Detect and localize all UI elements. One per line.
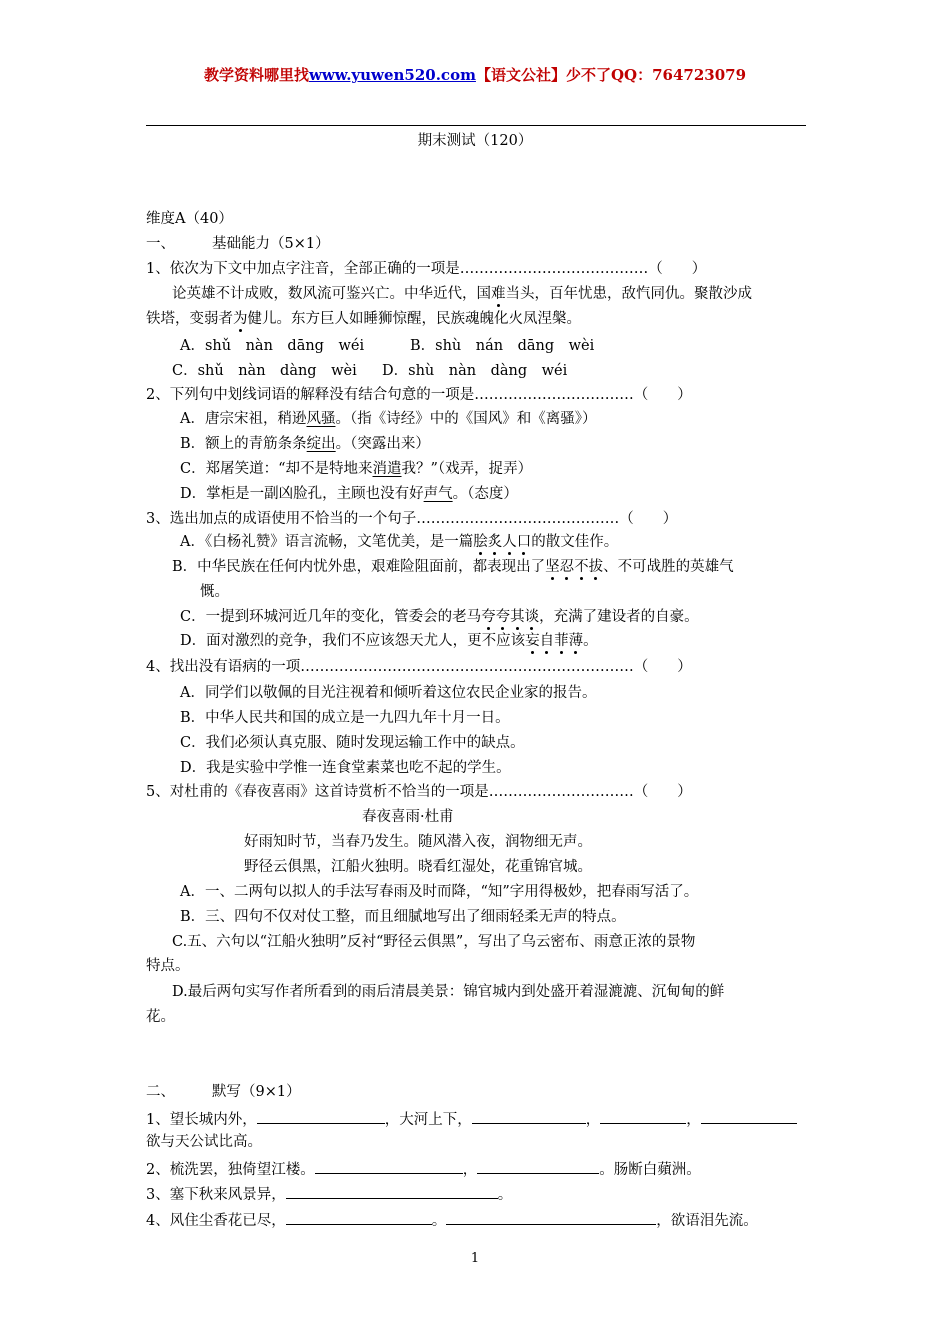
q3-option-c bbox=[180, 608, 699, 626]
q3-dotted-idiom bbox=[525, 633, 583, 649]
q2-underlined-word: 风骚 bbox=[306, 411, 336, 427]
q2-text: 。（突露出来） bbox=[335, 436, 430, 452]
q1-text: 论英雄不计成败，数风流可鉴兴亡。中华近代，国 bbox=[172, 286, 491, 302]
dotted-char: 炙 bbox=[487, 534, 503, 550]
page-title: 期末测试（120） bbox=[417, 133, 533, 149]
poem-line-1: 好雨知时节，当春乃发生。随风潜入夜，润物细无声。 bbox=[244, 834, 592, 850]
dotted-char: 忍 bbox=[559, 559, 575, 575]
dictation-line-2 bbox=[146, 1158, 701, 1179]
q1-text: 铁塔，变弱者 bbox=[146, 311, 233, 327]
dictation-text: ， bbox=[462, 1162, 478, 1178]
q3-option-b bbox=[172, 558, 734, 576]
dotted-char: 夸 bbox=[481, 609, 496, 625]
section1-title: 基础能力（5×1） bbox=[212, 236, 330, 252]
dotted-char: 薄 bbox=[568, 633, 584, 649]
q1-dotted-char: 难 bbox=[491, 286, 506, 302]
dotted-char: 菲 bbox=[554, 633, 569, 649]
answer-blank[interactable] bbox=[600, 1108, 686, 1124]
q1-passage-line2 bbox=[146, 310, 581, 328]
q1-stem: 1、依次为下文中加点字注音，全部正确的一项是…………………………………（ ） bbox=[146, 261, 707, 277]
q2-underlined-word: 声气 bbox=[423, 486, 453, 502]
dotted-char: 口 bbox=[516, 534, 532, 550]
dictation-text: 。 bbox=[431, 1213, 447, 1229]
dictation-line-3 bbox=[146, 1183, 512, 1204]
q3-stem: 3、选出加点的成语使用不恰当的一个句子……………………………………（ ） bbox=[146, 511, 678, 527]
dotted-char: 拔 bbox=[588, 559, 604, 575]
q3-text: ，充满了建设者的自豪。 bbox=[539, 609, 699, 625]
answer-blank[interactable] bbox=[701, 1108, 797, 1124]
q3-text: 的散文佳作。 bbox=[531, 534, 619, 550]
dotted-char: 妄 bbox=[525, 633, 540, 649]
q1-text: 健儿。东方巨人如睡狮惊醒，民族魂魄化火凤涅槃。 bbox=[247, 311, 581, 327]
q3-text: 。 bbox=[583, 633, 598, 649]
q2-text: 我？”（戏弄，捉弄） bbox=[401, 461, 533, 477]
q2-stem: 2、下列句中划线词语的解释没有结合句意的一项是……………………………（ ） bbox=[146, 387, 692, 403]
page-number: 1 bbox=[470, 1251, 480, 1266]
q2-text: C．郑屠笑道：“却不是特地来 bbox=[180, 461, 373, 477]
answer-blank[interactable] bbox=[472, 1108, 586, 1124]
poem-title: 春夜喜雨·杜甫 bbox=[362, 809, 454, 825]
poem-line-2: 野径云俱黑，江船火独明。晓看红湿处，花重锦官城。 bbox=[244, 859, 592, 875]
q3-text: D．面对激烈的竞争，我们不应该怨天尤人，更不应该 bbox=[180, 633, 526, 649]
q5-stem: 5、对杜甫的《春夜喜雨》这首诗赏析不恰当的一项是…………………………（ ） bbox=[146, 784, 692, 800]
q1-text: 当头，百年忧患，敌忾同仇。聚散沙成 bbox=[505, 286, 752, 302]
q3-option-a bbox=[180, 533, 618, 551]
answer-blank[interactable] bbox=[257, 1108, 385, 1124]
q4-stem: 4、找出没有语病的一项……………………………………………………………（ ） bbox=[146, 659, 692, 675]
q3-text: A．《白杨礼赞》语言流畅，文笔优美，是一篇 bbox=[180, 534, 474, 550]
answer-blank[interactable] bbox=[286, 1183, 498, 1199]
q3-option-b-cont: 慨。 bbox=[200, 584, 229, 600]
q1-passage-line1 bbox=[172, 285, 752, 303]
header-banner bbox=[0, 66, 950, 84]
dotted-char: 其 bbox=[510, 609, 525, 625]
q2-underlined-word: 绽出 bbox=[306, 436, 336, 452]
q1-option-b: B．shù nán dāng wèi bbox=[410, 338, 595, 354]
q3-dotted-idiom bbox=[473, 534, 531, 550]
answer-blank[interactable] bbox=[315, 1158, 463, 1174]
section2-number: 二、 bbox=[146, 1084, 175, 1100]
q4-option-b: B．中华人民共和国的成立是一九四九年十月一日。 bbox=[180, 710, 510, 726]
q3-dotted-idiom bbox=[545, 559, 603, 575]
q1-option-d: D．shù nàn dàng wéi bbox=[382, 363, 568, 379]
answer-blank[interactable] bbox=[446, 1209, 656, 1225]
answer-blank[interactable] bbox=[477, 1158, 599, 1174]
q5-option-d: D.最后两句实写作者所看到的雨后清晨美景：锦官城内到处盛开着湿漉漉、沉甸甸的鲜 bbox=[172, 984, 725, 1000]
q2-option-c bbox=[180, 460, 532, 478]
dictation-text: ，欲语泪先流。 bbox=[656, 1213, 758, 1229]
q1-dotted-char: 为 bbox=[233, 311, 248, 327]
dotted-char: 不 bbox=[574, 559, 589, 575]
dictation-line-4 bbox=[146, 1209, 758, 1230]
q2-underlined-word: 消遣 bbox=[372, 461, 402, 477]
section1-number: 一、 bbox=[146, 236, 175, 252]
dotted-char: 夸 bbox=[495, 609, 511, 625]
q1-option-a: A．shǔ nàn dāng wéi bbox=[180, 338, 365, 354]
q3-text: C．一提到环城河近几年的变化，管委会的老马 bbox=[180, 609, 482, 625]
dictation-text: 。肠断白蘋洲。 bbox=[599, 1162, 701, 1178]
dictation-text: 4、风住尘香花已尽， bbox=[146, 1213, 286, 1229]
q2-text: D．掌柜是一副凶脸孔，主顾也没有好 bbox=[180, 486, 424, 502]
q4-option-a: A．同学们以敬佩的目光注视着和倾听着这位农民企业家的报告。 bbox=[180, 685, 597, 701]
dictation-text: 3、塞下秋来风景异， bbox=[146, 1187, 286, 1203]
dotted-char: 谈 bbox=[524, 609, 540, 625]
dictation-text: ， bbox=[585, 1112, 601, 1128]
dictation-text: ， bbox=[686, 1112, 701, 1128]
q3-text: 、不可战胜的英雄气 bbox=[603, 559, 734, 575]
q2-option-d bbox=[180, 485, 518, 503]
q3-dotted-idiom bbox=[481, 609, 539, 625]
q2-text: 。（指《诗经》中的《国风》和《离骚》） bbox=[335, 411, 597, 427]
header-text-tail: 【语文公社】少不了QQ：764723079 bbox=[475, 66, 747, 84]
header-link[interactable]: www.yuwen520.com bbox=[308, 66, 476, 84]
q5-option-b: B．三、四句不仅对仗工整，而且细腻地写出了细雨轻柔无声的特点。 bbox=[180, 909, 626, 925]
q3-option-d bbox=[180, 632, 598, 650]
answer-blank[interactable] bbox=[286, 1209, 432, 1225]
q2-text: A．唐宗宋祖，稍逊 bbox=[180, 411, 307, 427]
dotted-char: 人 bbox=[502, 534, 517, 550]
q2-text: 。（态度） bbox=[452, 486, 518, 502]
section2-title: 默写（9×1） bbox=[212, 1084, 301, 1100]
q5-option-d-cont: 花。 bbox=[146, 1009, 175, 1025]
dictation-line-1 bbox=[146, 1108, 797, 1129]
q4-option-c: C．我们必须认真克服、随时发现运输工作中的缺点。 bbox=[180, 735, 525, 751]
q5-option-a: A．一、二两句以拟人的手法写春雨及时而降，“知”字用得极妙，把春雨写活了。 bbox=[180, 884, 699, 900]
q3-text: B．中华民族在任何内忧外患，艰难险阻面前，都表现出了 bbox=[172, 559, 546, 575]
dotted-char: 自 bbox=[539, 633, 555, 649]
dictation-text: 。 bbox=[497, 1187, 513, 1203]
dictation-text: ，大河上下， bbox=[384, 1112, 472, 1128]
header-rule bbox=[146, 125, 806, 126]
q2-text: B．额上的青筋条条 bbox=[180, 436, 307, 452]
dotted-char: 脍 bbox=[473, 534, 488, 550]
dictation-text: 2、梳洗罢，独倚望江楼。 bbox=[146, 1162, 315, 1178]
header-text-lead: 教学资料哪里找 bbox=[203, 66, 309, 84]
q2-option-a bbox=[180, 410, 596, 428]
dimension-label: 维度A（40） bbox=[146, 211, 233, 227]
q4-option-d: D．我是实验中学惟一连食堂素菜也吃不起的学生。 bbox=[180, 760, 511, 776]
dictation-text: 1、望长城内外， bbox=[146, 1112, 257, 1128]
q1-option-c: C．shǔ nàn dàng wèi bbox=[172, 363, 357, 379]
q5-option-c-cont: 特点。 bbox=[146, 958, 190, 974]
dictation-line-1-cont: 欲与天公试比高。 bbox=[146, 1134, 262, 1150]
q2-option-b bbox=[180, 435, 430, 453]
q5-option-c: C.五、六句以“江船火独明”反衬“野径云俱黑”，写出了乌云密布、雨意正浓的景物 bbox=[172, 934, 696, 950]
dotted-char: 坚 bbox=[545, 559, 560, 575]
